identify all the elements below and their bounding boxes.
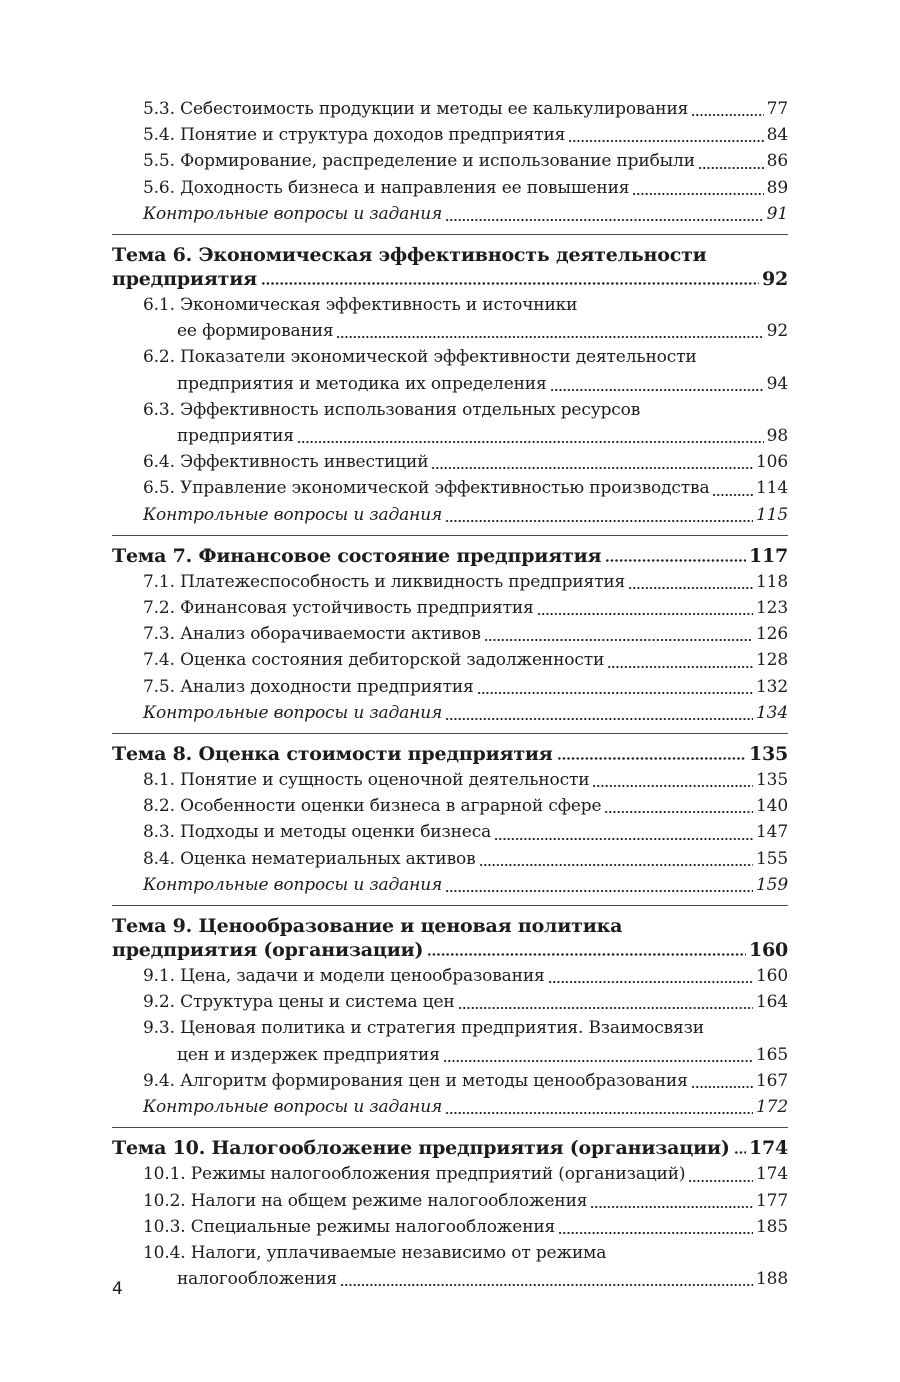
toc-entry-label-cont: предприятия и методика их определения xyxy=(177,373,547,394)
toc-entry-label: 5.3. Себестоимость продукции и методы ее калькулирования xyxy=(143,99,689,119)
topic-heading-8 xyxy=(112,733,788,766)
toc-entry xyxy=(112,1214,788,1240)
topic-page: 117 xyxy=(748,544,788,567)
toc-entry-page: 98 xyxy=(766,426,788,447)
toc-entry-label: Контрольные вопросы и задания xyxy=(143,203,443,224)
toc-entry-page: 77 xyxy=(766,99,788,119)
leader-dots xyxy=(628,587,753,589)
toc-entry-page: 118 xyxy=(756,571,788,592)
toc-entry-page: 84 xyxy=(766,125,788,146)
leader-dots xyxy=(445,718,753,720)
topic-heading-7 xyxy=(112,535,788,568)
leader-dots xyxy=(537,613,753,615)
leader-dots xyxy=(443,1060,753,1062)
toc-entry xyxy=(112,793,788,819)
toc-entry-page: 160 xyxy=(756,966,788,987)
leader-dots xyxy=(548,981,753,983)
leader-dots xyxy=(479,864,753,866)
page-number: 4 xyxy=(112,1279,123,1299)
leader-dots xyxy=(484,639,753,641)
leader-dots xyxy=(261,282,759,285)
toc-entry-page: 106 xyxy=(756,452,788,473)
leader-dots xyxy=(590,1206,753,1208)
toc-entry-label: 10.3. Специальные режимы налогообложения xyxy=(143,1216,556,1237)
topic-page: 160 xyxy=(748,939,788,962)
toc-entry-label: Контрольные вопросы и задания xyxy=(143,1097,443,1118)
leader-dots xyxy=(557,757,746,760)
toc-entry-page: 147 xyxy=(756,822,788,843)
toc-entry xyxy=(112,819,788,845)
toc-entry-label-cont: цен и издержек предприятия xyxy=(177,1044,440,1065)
toc-entry xyxy=(112,674,788,700)
toc-entry xyxy=(112,989,788,1015)
leader-dots xyxy=(568,140,763,142)
toc-entry xyxy=(112,344,788,396)
leader-dots xyxy=(445,520,753,522)
toc-entry-label: 6.4. Эффективность инвестиций xyxy=(143,452,429,473)
toc-entry-page: 174 xyxy=(756,1164,788,1185)
topic-page: 174 xyxy=(748,1137,788,1160)
toc-entry-label: 7.3. Анализ оборачиваемости активов xyxy=(143,624,481,645)
toc-entry-label: 8.1. Понятие и сущность оценочной деятельности xyxy=(143,770,590,791)
toc-entry xyxy=(112,449,788,475)
toc-entry-questions xyxy=(112,201,788,227)
toc-entry-label: 7.5. Анализ доходности предприятия xyxy=(143,676,474,697)
toc-entry-label: 9.3. Ценовая политика и стратегия предприятия. Взаимосвязи xyxy=(143,1018,704,1039)
toc-entry xyxy=(112,1188,788,1214)
toc-entry xyxy=(112,621,788,647)
topic-heading-9 xyxy=(112,905,788,962)
leader-dots xyxy=(458,1007,753,1009)
toc-entry-page: 165 xyxy=(756,1044,788,1065)
toc-entry-page: 167 xyxy=(756,1070,788,1091)
toc-entry-label-cont: ее формирования xyxy=(177,321,334,342)
toc-entry-label: 6.2. Показатели экономической эффективности деятельности xyxy=(143,347,697,368)
toc-entry-page: 140 xyxy=(756,796,788,817)
topic-heading-10 xyxy=(112,1127,788,1160)
leader-dots xyxy=(698,167,764,169)
toc-entry-label: Контрольные вопросы и задания xyxy=(143,504,443,525)
toc-entry xyxy=(112,595,788,621)
topic-title: Тема 9. Ценообразование и ценовая политика xyxy=(112,915,623,938)
leader-dots xyxy=(691,114,763,116)
toc-entry-label: 10.1. Режимы налогообложения предприятий (организаций) xyxy=(143,1164,686,1185)
toc-entry-questions xyxy=(112,502,788,528)
leader-dots xyxy=(688,1180,753,1182)
toc-entry xyxy=(112,1068,788,1094)
toc-entry xyxy=(112,1240,788,1292)
toc-entry xyxy=(112,475,788,501)
leader-dots xyxy=(691,1086,753,1088)
toc-entry-page: 91 xyxy=(766,203,788,224)
toc-entry-page: 128 xyxy=(756,650,788,671)
toc-entry-label: 10.2. Налоги на общем режиме налогообложения xyxy=(143,1190,588,1211)
toc-entry xyxy=(112,122,788,148)
toc-entry-label: 9.2. Структура цены и система цен xyxy=(143,992,455,1013)
toc-entry-page: 135 xyxy=(756,770,788,791)
toc-entry-page: 92 xyxy=(766,321,788,342)
topic-title: Тема 6. Экономическая эффективность деятельности xyxy=(112,244,707,267)
toc-entry-page: 164 xyxy=(756,992,788,1013)
leader-dots xyxy=(550,389,764,391)
toc-entry-page: 89 xyxy=(766,177,788,198)
toc-entry-label: 6.1. Экономическая эффективность и источники xyxy=(143,295,578,316)
toc-entry-label: 10.4. Налоги, уплачиваемые независимо от режима xyxy=(143,1242,607,1263)
toc-entry xyxy=(112,1161,788,1187)
toc-entry-questions xyxy=(112,1094,788,1120)
toc-entry-page: 126 xyxy=(756,624,788,645)
toc-entry-page: 134 xyxy=(756,702,788,723)
toc-entry-page: 155 xyxy=(756,848,788,869)
toc-entry-label: 7.4. Оценка состояния дебиторской задолженности xyxy=(143,650,605,671)
topic-title-cont: предприятия xyxy=(112,268,257,291)
toc-entry-page: 132 xyxy=(756,676,788,697)
toc-entry-page: 115 xyxy=(756,504,788,525)
topic-page: 135 xyxy=(748,743,788,766)
toc-entry-label: 5.6. Доходность бизнеса и направления ее повышения xyxy=(143,177,630,198)
toc-entry-label: 7.2. Финансовая устойчивость предприятия xyxy=(143,598,534,619)
leader-dots xyxy=(734,1151,746,1154)
toc-entry-page: 123 xyxy=(756,598,788,619)
topic-title: Тема 7. Финансовое состояние предприятия xyxy=(112,544,602,567)
toc-entry-label: 6.3. Эффективность использования отдельных ресурсов xyxy=(143,399,641,420)
toc-entry xyxy=(112,292,788,344)
toc-entry-label-cont: налогообложения xyxy=(177,1269,337,1290)
leader-dots xyxy=(431,467,753,469)
toc-entry-label: 8.2. Особенности оценки бизнеса в аграрной сфере xyxy=(143,796,602,817)
toc-entry-page: 185 xyxy=(756,1216,788,1237)
toc-entry-label: 9.4. Алгоритм формирования цен и методы ценообразования xyxy=(143,1070,688,1091)
toc-entry-page: 172 xyxy=(756,1097,788,1118)
toc-entry-label: 8.3. Подходы и методы оценки бизнеса xyxy=(143,822,492,843)
toc-entry xyxy=(112,963,788,989)
leader-dots xyxy=(340,1284,753,1286)
leader-dots xyxy=(336,336,763,338)
toc-entry xyxy=(112,96,788,122)
toc-entry-page: 159 xyxy=(756,874,788,895)
leader-dots xyxy=(604,811,753,813)
leader-dots xyxy=(445,1112,753,1114)
toc-entry-page: 94 xyxy=(766,373,788,394)
leader-dots xyxy=(592,785,753,787)
toc-entry-label: 7.1. Платежеспособность и ликвидность предприятия xyxy=(143,571,626,592)
leader-dots xyxy=(427,953,746,956)
toc-entry-label: 5.5. Формирование, распределение и использование прибыли xyxy=(143,151,695,172)
toc-entry-label: 5.4. Понятие и структура доходов предприятия xyxy=(143,125,566,146)
table-of-contents xyxy=(112,96,788,1292)
toc-entry-label: 9.1. Цена, задачи и модели ценообразования xyxy=(143,966,545,987)
toc-entry-label: 6.5. Управление экономической эффективностью производства xyxy=(143,478,710,499)
leader-dots xyxy=(605,559,746,562)
toc-entry xyxy=(112,1015,788,1067)
toc-entry-label: 8.4. Оценка нематериальных активов xyxy=(143,848,476,869)
leader-dots xyxy=(477,692,753,694)
toc-entry xyxy=(112,767,788,793)
toc-entry-questions xyxy=(112,872,788,898)
toc-entry xyxy=(112,569,788,595)
leader-dots xyxy=(558,1232,753,1234)
toc-entry xyxy=(112,647,788,673)
leader-dots xyxy=(607,666,753,668)
toc-entry-page: 114 xyxy=(756,478,788,499)
toc-entry-page: 188 xyxy=(756,1269,788,1290)
toc-entry-page: 177 xyxy=(756,1190,788,1211)
toc-entry-page: 86 xyxy=(766,151,788,172)
leader-dots xyxy=(297,441,764,443)
toc-entry xyxy=(112,397,788,449)
toc-entry xyxy=(112,175,788,201)
toc-entry-label: Контрольные вопросы и задания xyxy=(143,874,443,895)
topic-title: Тема 10. Налогообложение предприятия (организации) xyxy=(112,1137,730,1160)
toc-entry-questions xyxy=(112,700,788,726)
leader-dots xyxy=(632,193,763,195)
toc-entry-label: Контрольные вопросы и задания xyxy=(143,702,443,723)
topic-page: 92 xyxy=(761,268,788,291)
toc-entry-label-cont: предприятия xyxy=(177,426,294,447)
topic-title: Тема 8. Оценка стоимости предприятия xyxy=(112,743,553,766)
leader-dots xyxy=(494,838,753,840)
leader-dots xyxy=(445,890,753,892)
toc-entry xyxy=(112,148,788,174)
toc-entry xyxy=(112,846,788,872)
topic-title-cont: предприятия (организации) xyxy=(112,939,424,962)
leader-dots xyxy=(445,219,764,221)
topic-heading-6 xyxy=(112,234,788,291)
leader-dots xyxy=(712,494,753,496)
